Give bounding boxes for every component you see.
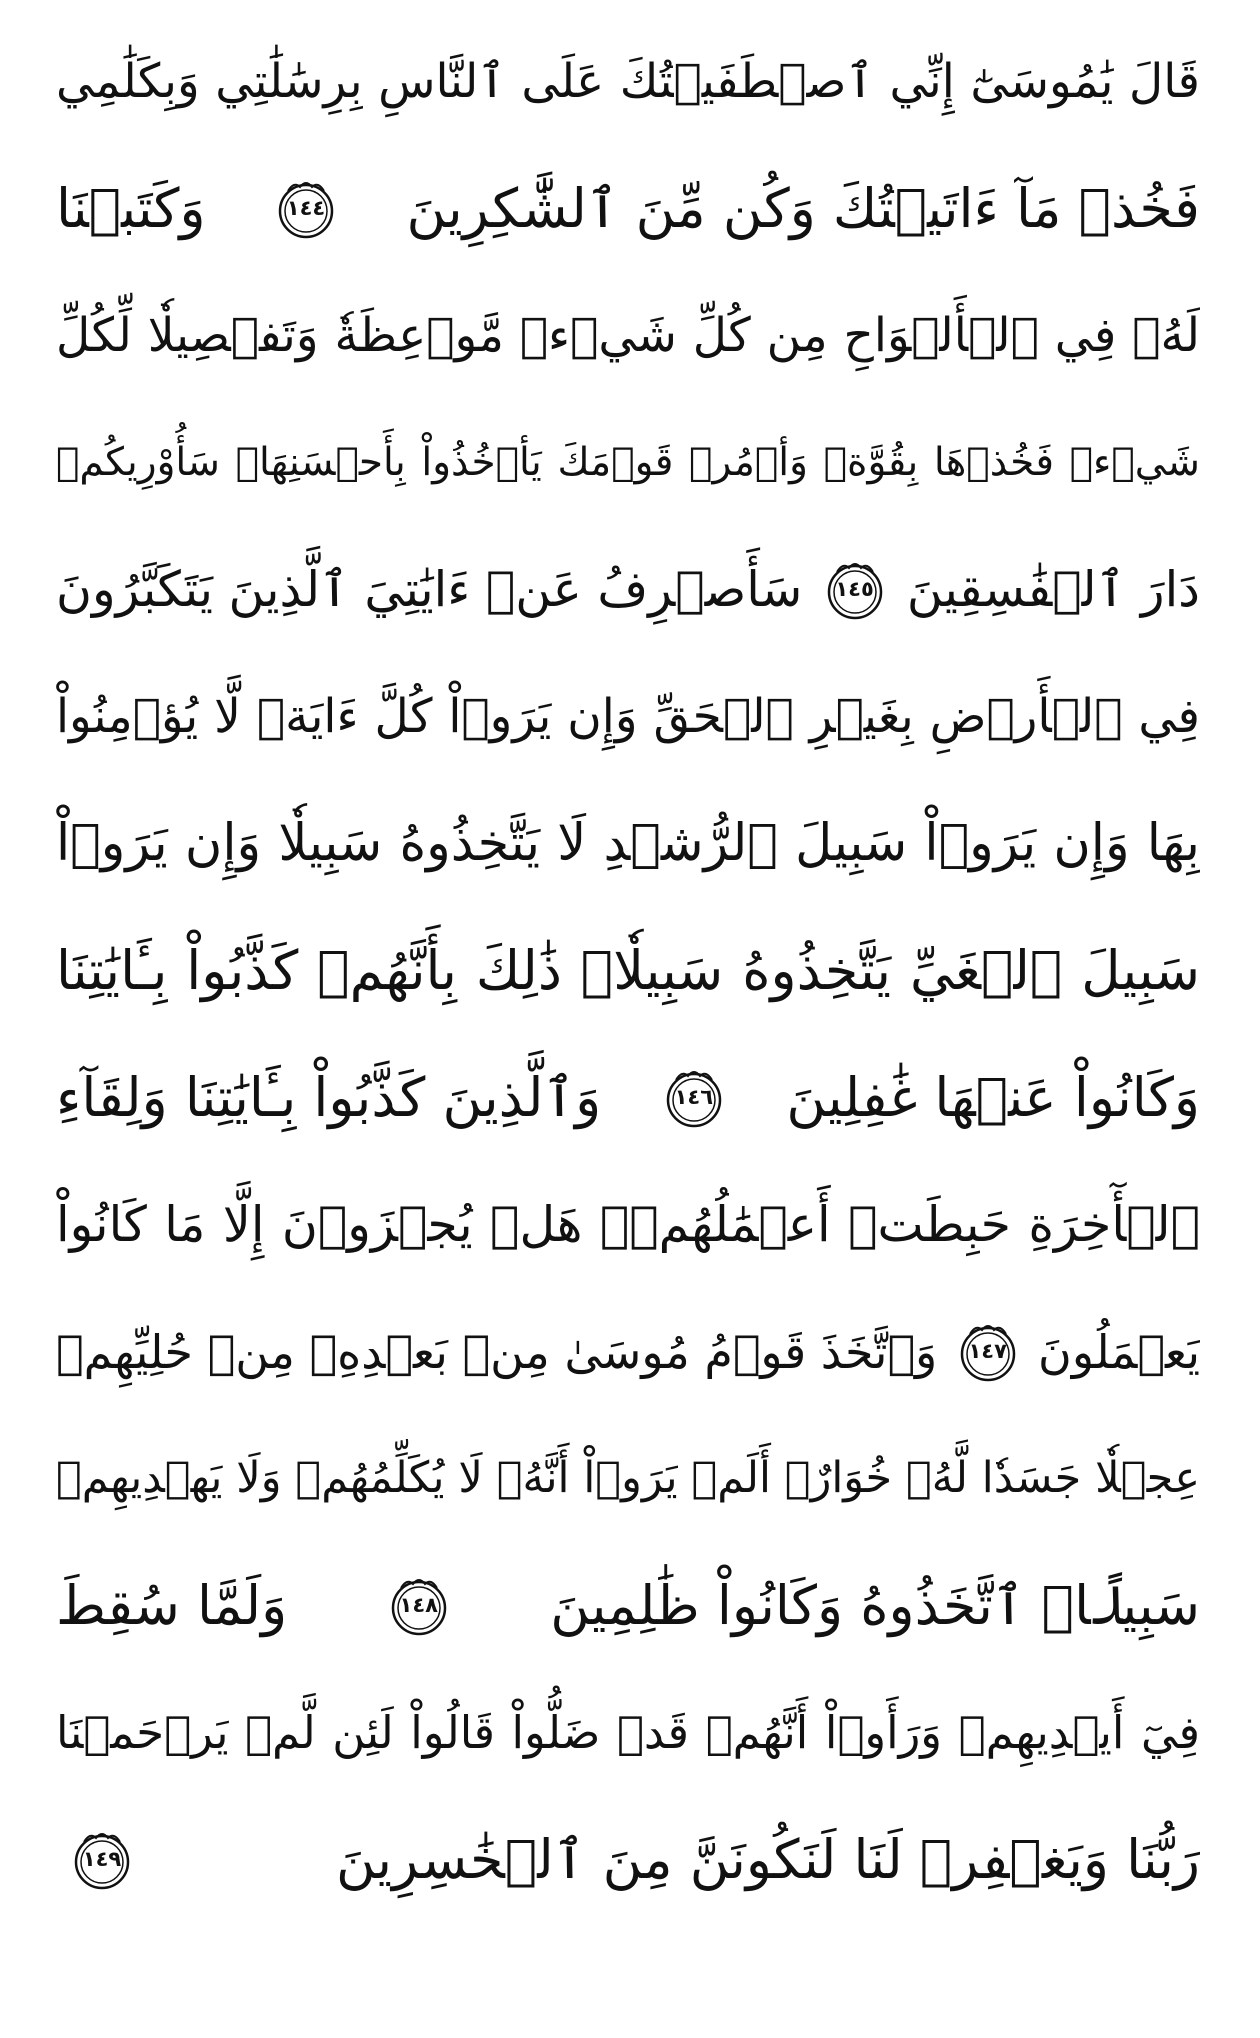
- ayah-end-marker: [823, 558, 887, 622]
- verse-text: فِي ٱلۡأَرۡضِ بِغَيۡرِ ٱلۡحَقِّ وَإِن يَرَوۡاْ كُلَّ ءَايَةٖ لَّا يُؤۡمِنُواْ: [56, 689, 1200, 744]
- ayah-end-marker: [662, 1066, 726, 1130]
- verse-line: [56, 1288, 1200, 1415]
- verse-text: يَعۡمَلُونَ: [1038, 1324, 1200, 1379]
- verse-text: وَكَانُواْ عَنۡهَا غَٰفِلِينَ: [786, 1065, 1200, 1129]
- verse-text: فِيٓ أَيۡدِيهِمۡ وَرَأَوۡاْ أَنَّهُمۡ قَدۡ ضَلُّواْ قَالُواْ لَئِن لَّمۡ يَرۡحَمۡنَا: [56, 1706, 1200, 1759]
- ayah-end-marker: [70, 1828, 134, 1892]
- verse-line: [56, 1796, 1200, 1923]
- verse-line: [56, 1415, 1200, 1542]
- verse-text: سَبِيلًاۘ ٱتَّخَذُوهُ وَكَانُواْ ظَٰلِمِينَ: [550, 1573, 1200, 1637]
- verse-text: لَهُۥ فِي ٱلۡأَلۡوَاحِ مِن كُلِّ شَيۡءٖ مَّوۡعِظَةٗ وَتَفۡصِيلٗا لِّكُلِّ: [56, 308, 1200, 363]
- verse-line: [56, 1161, 1200, 1288]
- verse-line: [56, 907, 1200, 1034]
- ayah-end-marker: [274, 177, 338, 241]
- verse-line: [56, 1669, 1200, 1796]
- verse-line: [56, 145, 1200, 272]
- ayah-number: ١٤٧: [968, 1339, 1007, 1363]
- verse-line: [56, 272, 1200, 399]
- ayah-number: ١٤٦: [674, 1085, 714, 1109]
- ayah-end-marker: [387, 1574, 451, 1638]
- verse-text: سَبِيلَ ٱلۡغَيِّ يَتَّخِذُوهُ سَبِيلٗاۚ ذَٰلِكَ بِأَنَّهُمۡ كَذَّبُواْ بِـَٔايَٰتِنَا: [56, 938, 1200, 1002]
- verse-text: فَخُذۡ مَآ ءَاتَيۡتُكَ وَكُن مِّنَ ٱلشَّٰكِرِينَ: [406, 176, 1200, 240]
- verse-text: سَأَصۡرِفُ عَنۡ ءَايَٰتِيَ ٱلَّذِينَ يَتَكَبَّرُونَ: [56, 561, 803, 618]
- ayah-number: ١٤٩: [82, 1847, 122, 1871]
- verse-line: [56, 653, 1200, 780]
- ayah-end-marker: [956, 1320, 1020, 1384]
- verse-text: وَٱلَّذِينَ كَذَّبُواْ بِـَٔايَٰتِنَا وَلِقَآءِ: [56, 1065, 602, 1129]
- verse-text: قَالَ يَٰمُوسَىٰٓ إِنِّي ٱصۡطَفَيۡتُكَ عَلَى ٱلنَّاسِ بِرِسَٰلَٰتِي وَبِكَلَٰمِي: [56, 54, 1200, 109]
- verse-text: دَارَ ٱلۡفَٰسِقِينَ: [906, 561, 1200, 618]
- verse-line: [56, 780, 1200, 907]
- verse-text: وَٱتَّخَذَ قَوۡمُ مُوسَىٰ مِنۢ بَعۡدِهِۦ مِنۡ حُلِيِّهِمۡ: [56, 1324, 938, 1379]
- verse-line: [56, 1542, 1200, 1669]
- verse-line: [56, 1034, 1200, 1161]
- ayah-number: ١٤٥: [835, 577, 874, 601]
- verse-text: وَكَتَبۡنَا: [56, 176, 206, 240]
- verse-line: [56, 526, 1200, 653]
- ayah-number: ١٤٤: [286, 196, 326, 220]
- verse-text: شَيۡءٖ فَخُذۡهَا بِقُوَّةٖ وَأۡمُرۡ قَوۡمَكَ يَأۡخُذُواْ بِأَحۡسَنِهَاۚ سَأُوْرِيكُمۡ: [56, 440, 1200, 485]
- verse-text: عِجۡلٗا جَسَدٗا لَّهُۥ خُوَارٌۚ أَلَمۡ يَرَوۡاْ أَنَّهُۥ لَا يُكَلِّمُهُمۡ وَلَا يَهۡدِيهِمۡ: [56, 1453, 1200, 1503]
- verse-text: رَبُّنَا وَيَغۡفِرۡ لَنَا لَنَكُونَنَّ مِنَ ٱلۡخَٰسِرِينَ: [335, 1827, 1200, 1891]
- verse-text: بِهَا وَإِن يَرَوۡاْ سَبِيلَ ٱلرُّشۡدِ لَا يَتَّخِذُوهُ سَبِيلٗا وَإِن يَرَوۡاْ: [56, 814, 1200, 873]
- verse-text: ٱلۡأٓخِرَةِ حَبِطَتۡ أَعۡمَٰلُهُمۡۚ هَلۡ يُجۡزَوۡنَ إِلَّا مَا كَانُواْ: [56, 1196, 1200, 1253]
- verse-text: وَلَمَّا سُقِطَ: [56, 1573, 288, 1637]
- ayah-number: ١٤٨: [399, 1593, 438, 1617]
- verse-line: [56, 18, 1200, 145]
- verse-line: [56, 399, 1200, 526]
